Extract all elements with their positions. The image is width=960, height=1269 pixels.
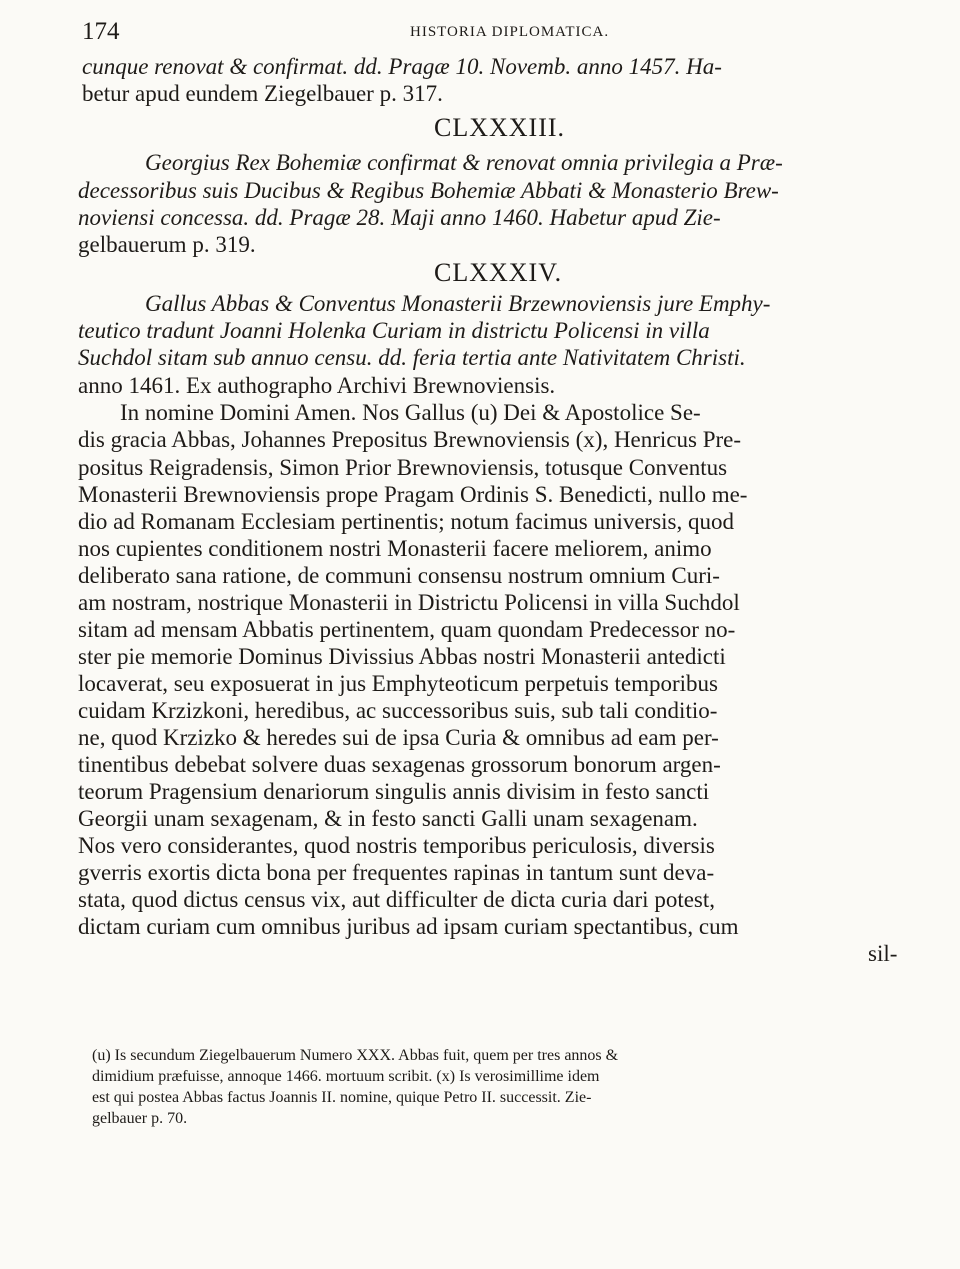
text-line: nos cupientes conditionem nostri Monasterii facere meliorem, animo (78, 536, 712, 561)
text-line: ne, quod Krzizko & heredes sui de ipsa Curia & omnibus ad eam per- (78, 725, 719, 750)
text-line: Nos vero considerantes, quod nostris temporibus periculosis, diversis (78, 833, 715, 858)
text-line: dio ad Romanam Ecclesiam pertinentis; notum facimus universis, quod (78, 509, 735, 534)
text-line: Gallus Abbas & Conventus Monasterii Brzewnoviensis jure Emphy- (145, 291, 771, 316)
text-line: In nomine Domini Amen. Nos Gallus (u) Dei & Apostolice Se- (120, 400, 701, 425)
text-line: sitam ad mensam Abbatis pertinentem, quam quondam Predecessor no- (78, 617, 736, 642)
text-line: anno 1461. Ex authographo Archivi Brewnoviensis. (78, 373, 556, 398)
text-line: deliberato sana ratione, de communi consensu nostrum omnium Curi- (78, 563, 720, 588)
document-number-heading: CLXXXIII. (434, 113, 566, 142)
document-number-heading: CLXXXIV. (434, 258, 563, 287)
text-line: positus Reigradensis, Simon Prior Brewnoviensis, totusque Conventus (78, 455, 728, 480)
footnote-line: (u) Is secundum Ziegelbauerum Numero XXX. Abbas fuit, quem per tres annos & (92, 1047, 619, 1064)
page-number: 174 (82, 18, 120, 45)
text-line: dis gracia Abbas, Johannes Prepositus Brewnoviensis (x), Henricus Pre- (78, 427, 742, 452)
text-line: teorum Pragensium denariorum singulis annis divisim in festo sancti (78, 779, 710, 804)
text-line: betur apud eundem Ziegelbauer p. 317. (82, 81, 443, 106)
page-header (82, 16, 882, 46)
text-line: Monasterii Brewnoviensis prope Pragam Ordinis S. Benedicti, nullo me- (78, 482, 748, 507)
text-line: Suchdol sitam sub annuo censu. dd. feria tertia ante Nativitatem Christi. (78, 345, 746, 370)
text-line: ster pie memorie Dominus Divissius Abbas nostri Monasterii antedicti (78, 644, 726, 669)
text-line: tinentibus debebat solvere duas sexagenas grossorum bonorum argen- (78, 752, 721, 777)
text-line: locaverat, seu exposuerat in jus Emphyteoticum perpetuis temporibus (78, 671, 719, 696)
footnote-line: est qui postea Abbas factus Joannis II. nomine, quique Petro II. successit. Zie- (92, 1089, 592, 1106)
text-line: teutico tradunt Joanni Holenka Curiam in districtu Policensi in villa (78, 318, 710, 343)
running-title: HISTORIA DIPLOMATICA. (410, 24, 610, 40)
text-line: Georgii unam sexagenam, & in festo sancti Galli unam sexagenam. (78, 806, 698, 831)
catchword: sil- (868, 941, 898, 966)
text-line: decessoribus suis Ducibus & Regibus Bohemiæ Abbati & Monasterio Brew- (78, 178, 779, 203)
text-line: cunque renovat & confirmat. dd. Pragæ 10. Novemb. anno 1457. Ha- (82, 54, 722, 79)
footnote-line: gelbauer p. 70. (92, 1110, 188, 1127)
text-line: Georgius Rex Bohemiæ confirmat & renovat omnia privilegia a Præ- (145, 150, 783, 175)
text-line: stata, quod dictus census vix, aut difficulter de dicta curia dari potest, (78, 887, 716, 912)
text-line: gverris exortis dicta bona per frequentes rapinas in tantum sunt deva- (78, 860, 715, 885)
text-line: noviensi concessa. dd. Pragæ 28. Maji anno 1460. Habetur apud Zie- (78, 205, 721, 230)
footnote-line: dimidium præfuisse, annoque 1466. mortuum scribit. (x) Is verosimillime idem (92, 1068, 600, 1085)
text-line: gelbauerum p. 319. (78, 232, 256, 257)
text-line: dictam curiam cum omnibus juribus ad ipsam curiam spectantibus, cum (78, 914, 739, 939)
text-line: cuidam Krzizkoni, heredibus, ac successoribus suis, sub tali conditio- (78, 698, 718, 723)
text-line: am nostram, nostrique Monasterii in Districtu Policensi in villa Suchdol (78, 590, 740, 615)
